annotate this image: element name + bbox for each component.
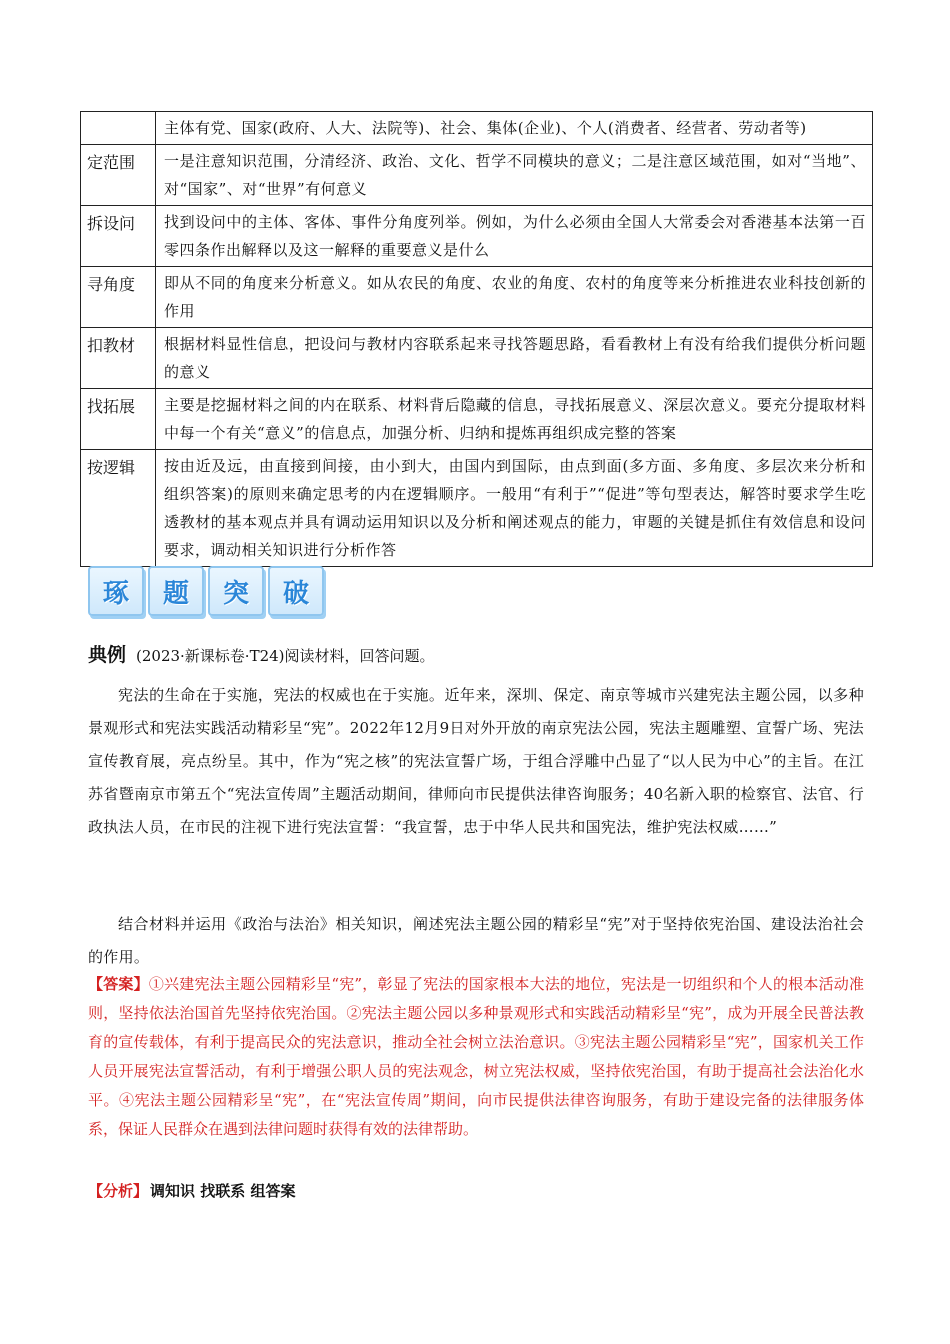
row-text: 即从不同的角度来分析意义。如从农民的角度、农业的角度、农村的角度等来分析推进农业科技创新的作用 (156, 267, 873, 328)
analysis-tag: 【分析】 (88, 1182, 149, 1200)
row-text: 主要是挖掘材料之间的内在联系、材料背后隐藏的信息，寻找拓展意义、深层次意义。要充分提取材料中每一个有关“意义”的信息点，加强分析、归纳和提炼再组织成完整的答案 (156, 389, 873, 450)
table-row (81, 145, 873, 206)
row-key: 找拓展 (81, 389, 156, 450)
material-paragraph: 宪法的生命在于实施，宪法的权威也在于实施。近年来，深圳、保定、南京等城市兴建宪法主题公园，以多种景观形式和宪法实践活动精彩呈“宪”。2022年12月9日对外开放的南京宪法公园，宪法主题雕塑、宣誓广场、宪法宣传教育展，亮点纷呈。其中，作为“宪之核”的宪法宣誓广场，于组合浮雕中凸显了“以人民为中心”的主旨。在江苏省暨南京市第五个“宪法宣传周”主题活动期间，律师向市民提供法律咨询服务；40名新入职的检察官、法官、行政执法人员，在市民的注视下进行宪法宣誓：“我宣誓，忠于中华人民共和国宪法，维护宪法权威……” (88, 686, 864, 836)
table-row (81, 389, 873, 450)
row-key: 寻角度 (81, 267, 156, 328)
section-badge (88, 566, 324, 616)
row-text: 按由近及远，由直接到间接，由小到大，由国内到国际，由点到面(多方面、多角度、多层次来分析和组织答案)的原则来确定思考的内在逻辑顺序。一般用“有利于”“促进”等句型表达，解答时要求学生吃透教材的基本观点并具有调动运用知识以及分析和阐述观点的能力，审题的关键是抓住有效信息和设问要求，调动相关知识进行分析作答 (156, 450, 873, 567)
badge-char: 琢 (88, 566, 144, 616)
example-label: 典例 (88, 644, 127, 666)
answer-text: ①兴建宪法主题公园精彩呈“宪”，彰显了宪法的国家根本大法的地位，宪法是一切组织和个人的根本活动准则，坚持依法治国首先坚持依宪治国。②宪法主题公园以多种景观形式和实践活动精彩呈“宪”，成为开展全民普法教育的宣传载体，有利于提高民众的宪法意识，推动全社会树立法治意识。③宪法主题公园精彩呈“宪”，国家机关工作人员开展宪法宣誓活动，有利于增强公职人员的宪法观念，树立宪法权威，坚持依宪治国，有助于提高社会法治化水平。④宪法主题公园精彩呈“宪”，在“宪法宣传周”期间，向市民提供法律咨询服务，有助于建设完备的法律服务体系，保证人民群众在遇到法律问题时获得有效的法律帮助。 (88, 975, 864, 1138)
example-heading (88, 640, 435, 667)
badge-char: 突 (208, 566, 264, 616)
answer-block (88, 970, 864, 1144)
table-row (81, 450, 873, 567)
badge-char: 题 (148, 566, 204, 616)
analysis-block (88, 1180, 295, 1201)
question-paragraph: 结合材料并运用《政治与法治》相关知识，阐述宪法主题公园的精彩呈“宪”对于坚持依宪治国、建设法治社会的作用。 (88, 915, 864, 966)
example-source: (2023·新课标卷·T24)阅读材料，回答问题。 (136, 647, 435, 665)
row-key: 拆设问 (81, 206, 156, 267)
table-row (81, 328, 873, 389)
row-text: 主体有党、国家(政府、人大、法院等)、社会、集体(企业)、个人(消费者、经营者、劳动者等) (156, 112, 873, 145)
badge-char: 破 (268, 566, 324, 616)
table-row (81, 206, 873, 267)
row-text: 根据材料显性信息，把设问与教材内容联系起来寻找答题思路，看看教材上有没有给我们提供分析问题的意义 (156, 328, 873, 389)
row-text: 找到设问中的主体、客体、事件分角度列举。例如，为什么必须由全国人大常委会对香港基本法第一百零四条作出解释以及这一解释的重要意义是什么 (156, 206, 873, 267)
row-text: 一是注意知识范围，分清经济、政治、文化、哲学不同模块的意义；二是注意区域范围，如对“当地”、对“国家”、对“世界”有何意义 (156, 145, 873, 206)
table-row (81, 267, 873, 328)
row-key: 按逻辑 (81, 450, 156, 567)
tips-table (80, 111, 873, 567)
row-key: 扣教材 (81, 328, 156, 389)
analysis-text: 调知识 找联系 组答案 (150, 1182, 296, 1200)
answer-tag: 【答案】 (88, 975, 149, 993)
row-key: 定范围 (81, 145, 156, 206)
table-row (81, 112, 873, 145)
row-key (81, 112, 156, 145)
